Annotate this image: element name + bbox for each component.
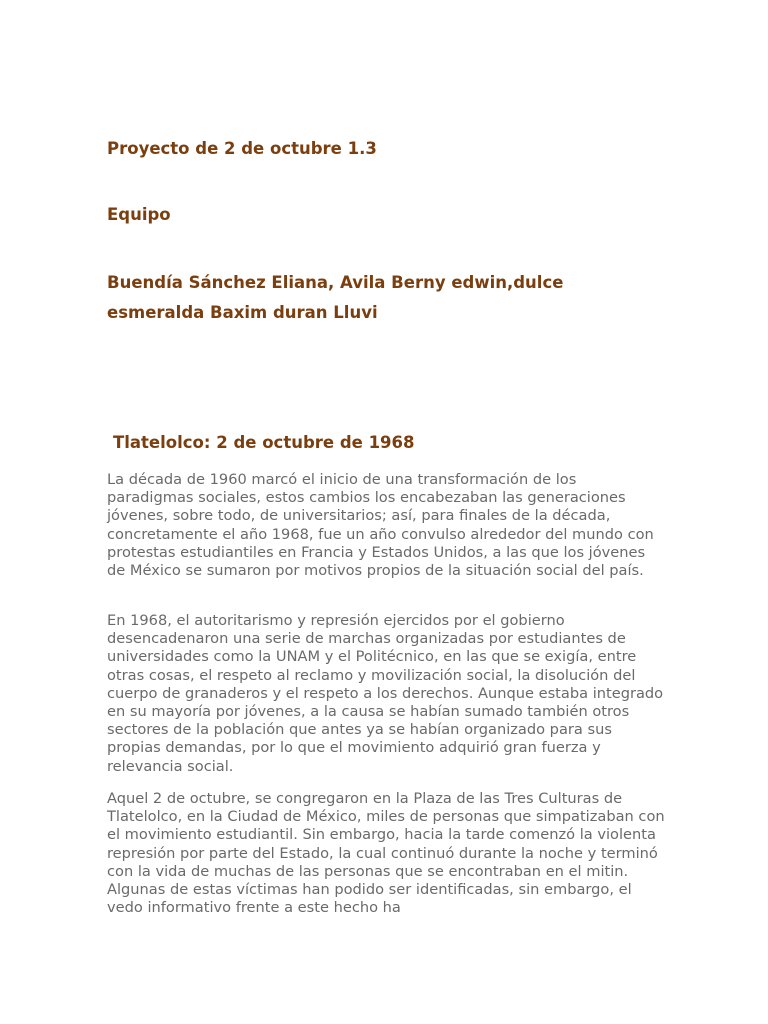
paragraph-2: En 1968, el autoritarismo y represión ejercidos por el gobierno desencadenaron una serie de marchas organizadas por estudiantes de universidades como la UNAM y el Politécnico, en las que se exigía, entre otras cosas, el respeto al reclamo y movilización social, la disolución del cuerpo de granaderos y el respeto a los derechos. Aunque estaba integrado en su mayoría por jóvenes, a la causa se habían sumado también otros sectores de la población que antes ya se habían organizado para sus propias demandas, por lo que el movimiento adquirió gran fuerza y relevancia social. [107,612,664,775]
team-members: Buendía Sánchez Eliana, Avila Berny edwin,dulce esmeralda Baxim duran Lluvi [107,273,564,322]
team-label: Equipo [107,205,171,224]
document-title: Proyecto de 2 de octubre 1.3 [107,139,377,158]
paragraph-1: La década de 1960 marcó el inicio de una transformación de los paradigmas sociales, estos cambios los encabezaban las generaciones jóvenes, sobre todo, de universitarios; así, para finales de la década, concretamente el año 1968, fue un año convulso alrededor del mundo con protestas estudiantiles en Francia y Estados Unidos, a las que los jóvenes de México se sumaron por motivos propios de la situación social del país. [107,471,654,580]
paragraph-3: Aquel 2 de octubre, se congregaron en la Plaza de las Tres Culturas de Tlatelolco, en la Ciudad de México, miles de personas que simpatizaban con el movimiento estudiantil. Sin embargo, hacia la tarde comenzó la violenta represión por parte del Estado, la cual continuó durante la noche y terminó con la vida de muchas de las personas que se encontraban en el mitin. Algunas de estas víctimas han podido ser identificadas, sin embargo, el vedo informativo frente a este hecho ha [107,790,665,917]
section-title: Tlatelolco: 2 de octubre de 1968 [113,433,415,452]
